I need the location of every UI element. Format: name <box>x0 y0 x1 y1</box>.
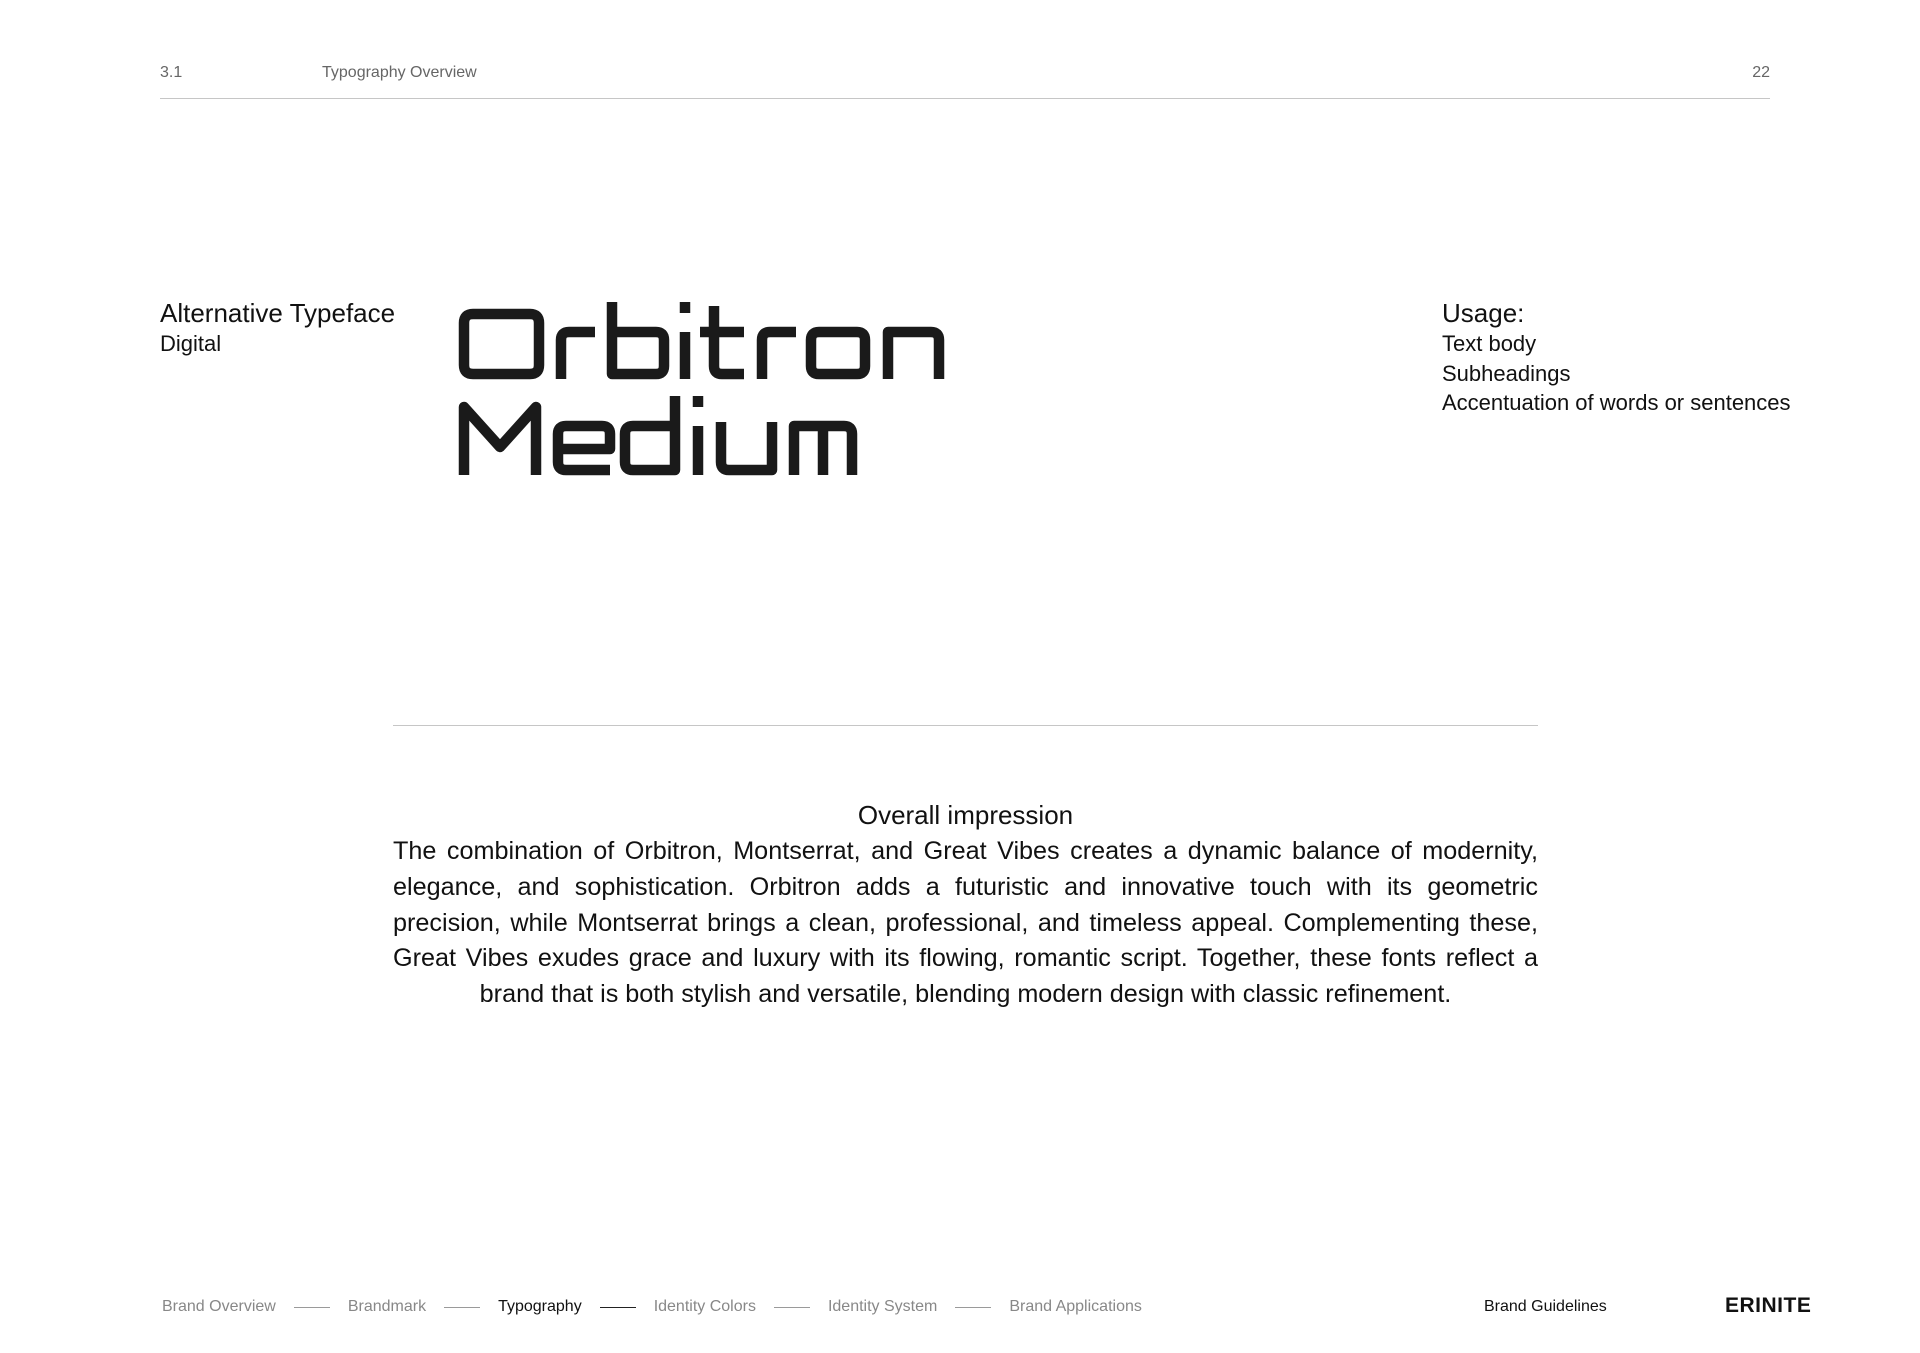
nav-separator <box>600 1307 636 1308</box>
nav-brandmark[interactable]: Brandmark <box>347 1298 427 1315</box>
nav-separator <box>294 1307 330 1308</box>
usage-title: Usage: <box>1442 298 1525 328</box>
specimen-line-1 <box>464 302 939 379</box>
nav-brand-applications[interactable]: Brand Applications <box>1009 1298 1142 1315</box>
section-divider <box>393 725 1538 726</box>
nav-separator <box>774 1307 810 1308</box>
section-title: Typography Overview <box>322 64 477 81</box>
specimen-line-2 <box>464 396 852 475</box>
nav-separator <box>955 1307 991 1308</box>
typeface-specimen <box>452 296 972 481</box>
brand-logo: ERINITE <box>1725 1294 1812 1317</box>
nav-identity-colors[interactable]: Identity Colors <box>653 1298 756 1315</box>
usage-block <box>1442 298 1791 418</box>
usage-item-accentuation: Accentuation of words or sentences <box>1442 390 1791 415</box>
footer-nav <box>162 1297 1142 1317</box>
footer-brand-label: Brand Guidelines <box>1484 1298 1607 1315</box>
usage-item-subheadings: Subheadings <box>1442 360 1571 386</box>
nav-brand-overview[interactable]: Brand Overview <box>162 1298 276 1315</box>
nav-typography[interactable]: Typography <box>498 1298 582 1315</box>
impression-title: Overall impression <box>857 800 1074 830</box>
section-number: 3.1 <box>160 64 183 81</box>
impression-body: The combination of Orbitron, Montserrat, and Great Vibes creates a dynamic balance of modernity, elegance, and sophistication. Orbitron adds a futuristic and innovative touch with its geometric precision, while Montserrat brings a clean, professional, and timeless appeal. Complementing these, Great Vibes exudes grace and luxury with its flowing, romantic script. Together, these fonts reflect a brand that is both stylish and versatile, blending modern design with classic refinement. <box>393 837 1538 1009</box>
header-divider <box>160 98 1770 99</box>
typeface-label: Alternative Typeface <box>160 298 396 328</box>
page-number: 22 <box>1752 64 1770 81</box>
nav-identity-system[interactable]: Identity System <box>827 1298 938 1315</box>
nav-separator <box>444 1307 480 1308</box>
typeface-category: Digital <box>160 331 222 356</box>
usage-item-text-body: Text body <box>1442 331 1537 356</box>
